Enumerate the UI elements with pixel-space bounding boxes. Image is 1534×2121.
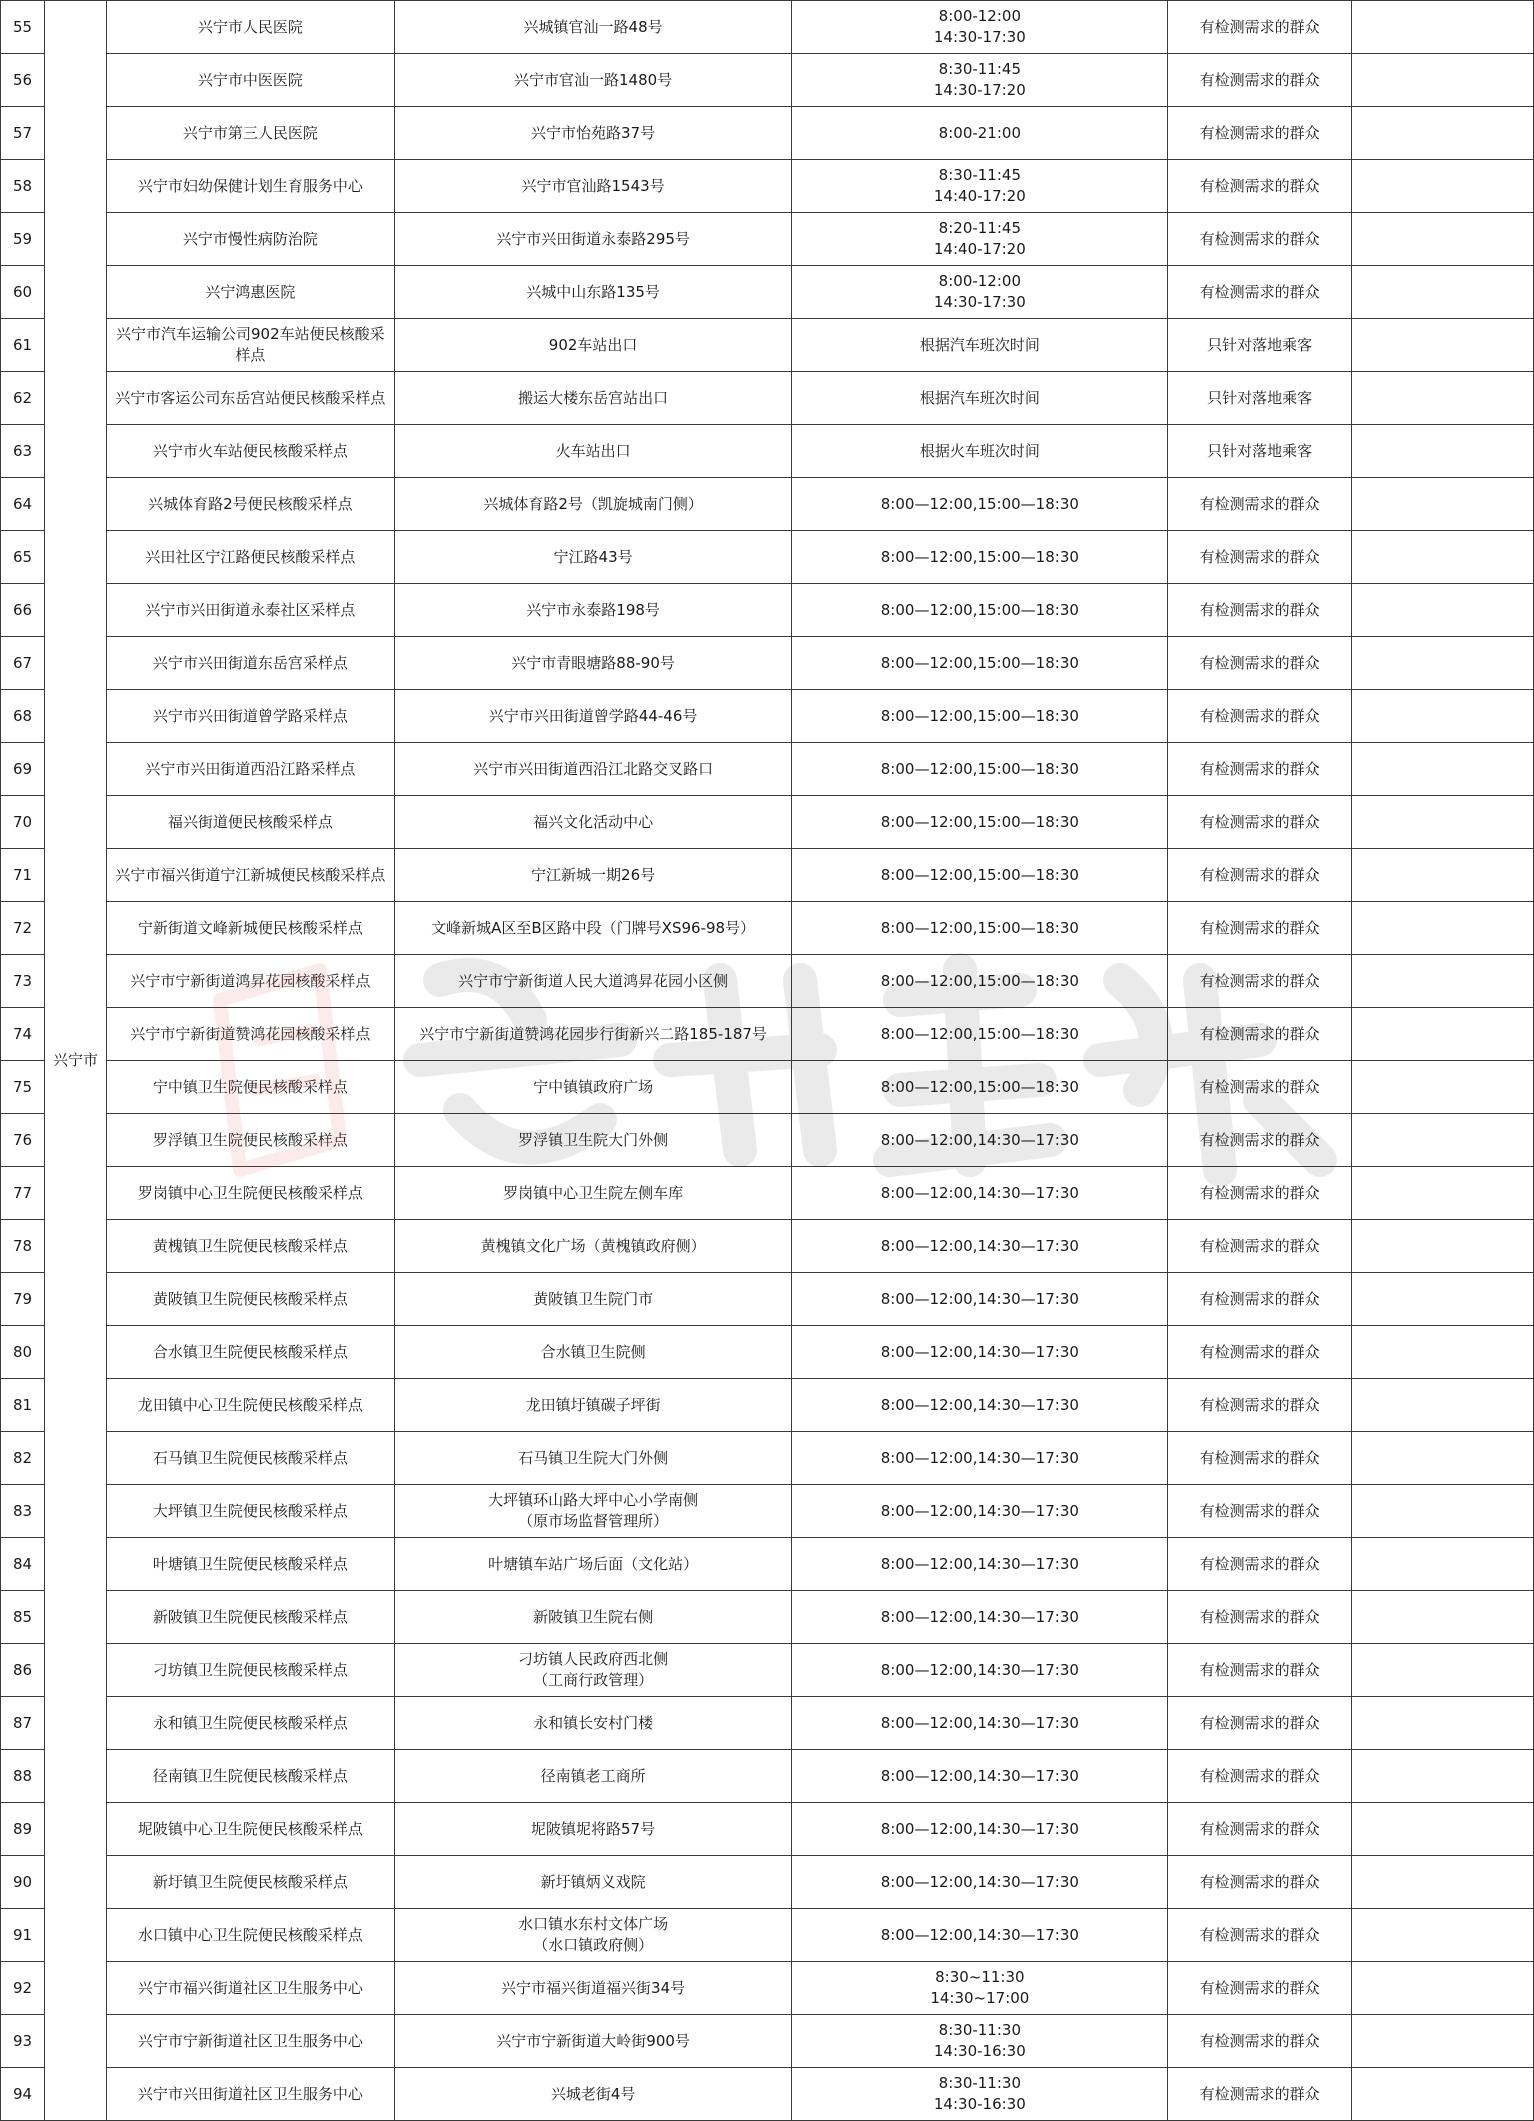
hours-cell: 8:00—12:00,14:30—17:30 — [792, 1432, 1168, 1485]
row-number-cell: 56 — [1, 54, 45, 107]
hours-cell: 8:00—12:00,14:30—17:30 — [792, 1750, 1168, 1803]
address-cell: 宁中镇镇政府广场 — [394, 1061, 792, 1114]
table-row — [1, 1432, 1534, 1485]
empty-cell — [1352, 1008, 1534, 1061]
address-cell: 兴城镇官汕一路48号 — [394, 1, 792, 54]
table-row — [1, 1803, 1534, 1856]
hours-cell: 8:30-11:45 14:40-17:20 — [792, 160, 1168, 213]
address-cell: 兴宁市青眼塘路88-90号 — [394, 637, 792, 690]
row-number-cell: 55 — [1, 1, 45, 54]
site-name-cell: 兴宁市宁新街道赞鸿花园核酸采样点 — [106, 1008, 394, 1061]
empty-cell — [1352, 1167, 1534, 1220]
table-row — [1, 319, 1534, 372]
hours-cell: 根据汽车班次时间 — [792, 319, 1168, 372]
site-name-cell: 石马镇卫生院便民核酸采样点 — [106, 1432, 394, 1485]
hours-cell: 8:00—12:00,15:00—18:30 — [792, 955, 1168, 1008]
site-name-cell: 兴宁市中医医院 — [106, 54, 394, 107]
empty-cell — [1352, 1379, 1534, 1432]
table-row — [1, 107, 1534, 160]
empty-cell — [1352, 2015, 1534, 2068]
row-number-cell: 68 — [1, 690, 45, 743]
empty-cell — [1352, 213, 1534, 266]
table-row — [1, 160, 1534, 213]
row-number-cell: 94 — [1, 2068, 45, 2121]
address-cell: 叶塘镇车站广场后面（文化站） — [394, 1538, 792, 1591]
target-group-cell: 有检测需求的群众 — [1168, 478, 1352, 531]
site-name-cell: 合水镇卫生院便民核酸采样点 — [106, 1326, 394, 1379]
address-cell: 坭陂镇坭将路57号 — [394, 1803, 792, 1856]
table-row — [1, 372, 1534, 425]
table-body — [1, 1, 1534, 2121]
empty-cell — [1352, 955, 1534, 1008]
hours-cell: 8:00—12:00,14:30—17:30 — [792, 1856, 1168, 1909]
row-number-cell: 88 — [1, 1750, 45, 1803]
address-cell: 搬运大楼东岳宫站出口 — [394, 372, 792, 425]
hours-cell: 8:00—12:00,14:30—17:30 — [792, 1114, 1168, 1167]
row-number-cell: 65 — [1, 531, 45, 584]
hours-cell: 8:00—12:00,14:30—17:30 — [792, 1697, 1168, 1750]
empty-cell — [1352, 1220, 1534, 1273]
row-number-cell: 80 — [1, 1326, 45, 1379]
city-cell: 兴宁市 — [44, 1, 106, 2121]
table-row — [1, 902, 1534, 955]
hours-cell: 8:00—12:00,14:30—17:30 — [792, 1591, 1168, 1644]
target-group-cell: 有检测需求的群众 — [1168, 1432, 1352, 1485]
address-cell: 福兴文化活动中心 — [394, 796, 792, 849]
row-number-cell: 74 — [1, 1008, 45, 1061]
table-row — [1, 1379, 1534, 1432]
table-row — [1, 637, 1534, 690]
address-cell: 兴宁市福兴街道福兴街34号 — [394, 1962, 792, 2015]
target-group-cell: 有检测需求的群众 — [1168, 2015, 1352, 2068]
table-row — [1, 849, 1534, 902]
table-row — [1, 1273, 1534, 1326]
empty-cell — [1352, 1, 1534, 54]
empty-cell — [1352, 796, 1534, 849]
table-row — [1, 1856, 1534, 1909]
table-row — [1, 1485, 1534, 1538]
row-number-cell: 71 — [1, 849, 45, 902]
row-number-cell: 81 — [1, 1379, 45, 1432]
hours-cell: 8:00—12:00,14:30—17:30 — [792, 1803, 1168, 1856]
site-name-cell: 兴宁市火车站便民核酸采样点 — [106, 425, 394, 478]
hours-cell: 8:00—12:00,15:00—18:30 — [792, 637, 1168, 690]
site-name-cell: 兴宁市兴田街道西沿江路采样点 — [106, 743, 394, 796]
row-number-cell: 67 — [1, 637, 45, 690]
address-cell: 罗浮镇卫生院大门外侧 — [394, 1114, 792, 1167]
target-group-cell: 有检测需求的群众 — [1168, 2068, 1352, 2121]
hours-cell: 8:00—12:00,15:00—18:30 — [792, 743, 1168, 796]
hours-cell: 8:00—12:00,14:30—17:30 — [792, 1326, 1168, 1379]
empty-cell — [1352, 1432, 1534, 1485]
site-name-cell: 兴宁市福兴街道宁江新城便民核酸采样点 — [106, 849, 394, 902]
target-group-cell: 有检测需求的群众 — [1168, 54, 1352, 107]
address-cell: 兴城老街4号 — [394, 2068, 792, 2121]
hours-cell: 8:00-12:00 14:30-17:30 — [792, 1, 1168, 54]
target-group-cell: 有检测需求的群众 — [1168, 743, 1352, 796]
empty-cell — [1352, 1803, 1534, 1856]
table-row — [1, 1644, 1534, 1697]
site-name-cell: 新陂镇卫生院便民核酸采样点 — [106, 1591, 394, 1644]
site-name-cell: 兴宁市人民医院 — [106, 1, 394, 54]
target-group-cell: 有检测需求的群众 — [1168, 1485, 1352, 1538]
row-number-cell: 59 — [1, 213, 45, 266]
empty-cell — [1352, 107, 1534, 160]
hours-cell: 8:00—12:00,14:30—17:30 — [792, 1644, 1168, 1697]
hours-cell: 8:00—12:00,15:00—18:30 — [792, 902, 1168, 955]
table-row — [1, 1962, 1534, 2015]
target-group-cell: 有检测需求的群众 — [1168, 1167, 1352, 1220]
address-cell: 兴城中山东路135号 — [394, 266, 792, 319]
address-cell: 新陂镇卫生院右侧 — [394, 1591, 792, 1644]
site-name-cell: 黄陂镇卫生院便民核酸采样点 — [106, 1273, 394, 1326]
table-row — [1, 1538, 1534, 1591]
site-name-cell: 刁坊镇卫生院便民核酸采样点 — [106, 1644, 394, 1697]
hours-cell: 8:00—12:00,14:30—17:30 — [792, 1485, 1168, 1538]
table-row — [1, 1326, 1534, 1379]
empty-cell — [1352, 1114, 1534, 1167]
target-group-cell: 有检测需求的群众 — [1168, 1909, 1352, 1962]
address-cell: 合水镇卫生院侧 — [394, 1326, 792, 1379]
empty-cell — [1352, 1644, 1534, 1697]
address-cell: 宁江新城一期26号 — [394, 849, 792, 902]
site-name-cell: 宁中镇卫生院便民核酸采样点 — [106, 1061, 394, 1114]
target-group-cell: 有检测需求的群众 — [1168, 1591, 1352, 1644]
target-group-cell: 有检测需求的群众 — [1168, 796, 1352, 849]
empty-cell — [1352, 584, 1534, 637]
empty-cell — [1352, 372, 1534, 425]
row-number-cell: 85 — [1, 1591, 45, 1644]
site-name-cell: 坭陂镇中心卫生院便民核酸采样点 — [106, 1803, 394, 1856]
site-name-cell: 兴宁市慢性病防治院 — [106, 213, 394, 266]
table-row — [1, 955, 1534, 1008]
site-name-cell: 新圩镇卫生院便民核酸采样点 — [106, 1856, 394, 1909]
hours-cell: 8:00—12:00,15:00—18:30 — [792, 584, 1168, 637]
address-cell: 石马镇卫生院大门外侧 — [394, 1432, 792, 1485]
hours-cell: 8:00—12:00,14:30—17:30 — [792, 1909, 1168, 1962]
target-group-cell: 有检测需求的群众 — [1168, 1379, 1352, 1432]
target-group-cell: 有检测需求的群众 — [1168, 531, 1352, 584]
address-cell: 兴宁市官汕路1543号 — [394, 160, 792, 213]
address-cell: 宁江路43号 — [394, 531, 792, 584]
table-row — [1, 1909, 1534, 1962]
address-cell: 兴城体育路2号（凯旋城南门侧） — [394, 478, 792, 531]
table-row — [1, 1220, 1534, 1273]
row-number-cell: 77 — [1, 1167, 45, 1220]
empty-cell — [1352, 160, 1534, 213]
target-group-cell: 有检测需求的群众 — [1168, 1697, 1352, 1750]
site-name-cell: 兴宁市妇幼保健计划生育服务中心 — [106, 160, 394, 213]
table-row — [1, 584, 1534, 637]
address-cell: 水口镇水东村文体广场 （水口镇政府侧） — [394, 1909, 792, 1962]
empty-cell — [1352, 54, 1534, 107]
target-group-cell: 只针对落地乘客 — [1168, 319, 1352, 372]
target-group-cell: 有检测需求的群众 — [1168, 1326, 1352, 1379]
target-group-cell: 有检测需求的群众 — [1168, 902, 1352, 955]
row-number-cell: 79 — [1, 1273, 45, 1326]
address-cell: 兴宁市官汕一路1480号 — [394, 54, 792, 107]
target-group-cell: 有检测需求的群众 — [1168, 1114, 1352, 1167]
hours-cell: 8:00—12:00,14:30—17:30 — [792, 1220, 1168, 1273]
hours-cell: 8:30-11:30 14:30-16:30 — [792, 2015, 1168, 2068]
site-name-cell: 罗岗镇中心卫生院便民核酸采样点 — [106, 1167, 394, 1220]
target-group-cell: 有检测需求的群众 — [1168, 1273, 1352, 1326]
empty-cell — [1352, 1591, 1534, 1644]
row-number-cell: 57 — [1, 107, 45, 160]
address-cell: 兴宁市宁新街道大岭街900号 — [394, 2015, 792, 2068]
address-cell: 兴宁市永泰路198号 — [394, 584, 792, 637]
hours-cell: 8:00—12:00,15:00—18:30 — [792, 478, 1168, 531]
table-row — [1, 690, 1534, 743]
row-number-cell: 60 — [1, 266, 45, 319]
site-name-cell: 兴宁市福兴街道社区卫生服务中心 — [106, 1962, 394, 2015]
row-number-cell: 82 — [1, 1432, 45, 1485]
hours-cell: 8:00—12:00,15:00—18:30 — [792, 1061, 1168, 1114]
table-row — [1, 2068, 1534, 2121]
empty-cell — [1352, 1538, 1534, 1591]
empty-cell — [1352, 266, 1534, 319]
target-group-cell: 有检测需求的群众 — [1168, 1803, 1352, 1856]
hours-cell: 8:00—12:00,15:00—18:30 — [792, 690, 1168, 743]
empty-cell — [1352, 478, 1534, 531]
site-name-cell: 兴宁市宁新街道社区卫生服务中心 — [106, 2015, 394, 2068]
row-number-cell: 70 — [1, 796, 45, 849]
table-row — [1, 1114, 1534, 1167]
address-cell: 黄陂镇卫生院门市 — [394, 1273, 792, 1326]
target-group-cell: 有检测需求的群众 — [1168, 1856, 1352, 1909]
address-cell: 兴宁市兴田街道西沿江北路交叉路口 — [394, 743, 792, 796]
table-row — [1, 1, 1534, 54]
site-name-cell: 兴田社区宁江路便民核酸采样点 — [106, 531, 394, 584]
table-row — [1, 1591, 1534, 1644]
empty-cell — [1352, 849, 1534, 902]
table-row — [1, 531, 1534, 584]
hours-cell: 8:00—12:00,14:30—17:30 — [792, 1273, 1168, 1326]
hours-cell: 8:30~11:30 14:30~17:00 — [792, 1962, 1168, 2015]
site-name-cell: 黄槐镇卫生院便民核酸采样点 — [106, 1220, 394, 1273]
site-name-cell: 兴宁市兴田街道社区卫生服务中心 — [106, 2068, 394, 2121]
row-number-cell: 93 — [1, 2015, 45, 2068]
table-row — [1, 2015, 1534, 2068]
address-cell: 新圩镇炳义戏院 — [394, 1856, 792, 1909]
site-name-cell: 兴宁市兴田街道永泰社区采样点 — [106, 584, 394, 637]
row-number-cell: 90 — [1, 1856, 45, 1909]
empty-cell — [1352, 690, 1534, 743]
target-group-cell: 有检测需求的群众 — [1168, 1750, 1352, 1803]
site-name-cell: 兴宁鸿惠医院 — [106, 266, 394, 319]
row-number-cell: 63 — [1, 425, 45, 478]
row-number-cell: 84 — [1, 1538, 45, 1591]
empty-cell — [1352, 1856, 1534, 1909]
address-cell: 罗岗镇中心卫生院左侧车库 — [394, 1167, 792, 1220]
target-group-cell: 有检测需求的群众 — [1168, 690, 1352, 743]
table-row — [1, 1697, 1534, 1750]
table-row — [1, 54, 1534, 107]
site-name-cell: 兴城体育路2号便民核酸采样点 — [106, 478, 394, 531]
hours-cell: 根据火车班次时间 — [792, 425, 1168, 478]
row-number-cell: 92 — [1, 1962, 45, 2015]
address-cell: 径南镇老工商所 — [394, 1750, 792, 1803]
target-group-cell: 有检测需求的群众 — [1168, 849, 1352, 902]
target-group-cell: 有检测需求的群众 — [1168, 637, 1352, 690]
address-cell: 兴宁市宁新街道人民大道鸿昇花园小区侧 — [394, 955, 792, 1008]
site-name-cell: 福兴街道便民核酸采样点 — [106, 796, 394, 849]
site-name-cell: 大坪镇卫生院便民核酸采样点 — [106, 1485, 394, 1538]
empty-cell — [1352, 1909, 1534, 1962]
target-group-cell: 有检测需求的群众 — [1168, 1220, 1352, 1273]
table-row — [1, 213, 1534, 266]
hours-cell: 8:20-11:45 14:40-17:20 — [792, 213, 1168, 266]
hours-cell: 8:00—12:00,14:30—17:30 — [792, 1379, 1168, 1432]
table-row — [1, 1167, 1534, 1220]
target-group-cell: 有检测需求的群众 — [1168, 1, 1352, 54]
site-name-cell: 叶塘镇卫生院便民核酸采样点 — [106, 1538, 394, 1591]
address-cell: 兴宁市兴田街道永泰路295号 — [394, 213, 792, 266]
row-number-cell: 75 — [1, 1061, 45, 1114]
row-number-cell: 91 — [1, 1909, 45, 1962]
row-number-cell: 87 — [1, 1697, 45, 1750]
empty-cell — [1352, 1485, 1534, 1538]
hours-cell: 8:30-11:45 14:30-17:20 — [792, 54, 1168, 107]
empty-cell — [1352, 743, 1534, 796]
site-name-cell: 龙田镇中心卫生院便民核酸采样点 — [106, 1379, 394, 1432]
target-group-cell: 有检测需求的群众 — [1168, 955, 1352, 1008]
site-name-cell: 径南镇卫生院便民核酸采样点 — [106, 1750, 394, 1803]
empty-cell — [1352, 531, 1534, 584]
hours-cell: 8:00—12:00,15:00—18:30 — [792, 849, 1168, 902]
site-name-cell: 兴宁市汽车运输公司902车站便民核酸采样点 — [106, 319, 394, 372]
table-row — [1, 1008, 1534, 1061]
table-row — [1, 743, 1534, 796]
address-cell: 兴宁市宁新街道赞鸿花园步行街新兴二路185-187号 — [394, 1008, 792, 1061]
empty-cell — [1352, 1061, 1534, 1114]
table-row — [1, 266, 1534, 319]
row-number-cell: 83 — [1, 1485, 45, 1538]
table-row — [1, 478, 1534, 531]
target-group-cell: 有检测需求的群众 — [1168, 1061, 1352, 1114]
target-group-cell: 有检测需求的群众 — [1168, 1538, 1352, 1591]
hours-cell: 8:00—12:00,14:30—17:30 — [792, 1538, 1168, 1591]
address-cell: 火车站出口 — [394, 425, 792, 478]
empty-cell — [1352, 902, 1534, 955]
hours-cell: 8:00—12:00,15:00—18:30 — [792, 531, 1168, 584]
address-cell: 永和镇长安村门楼 — [394, 1697, 792, 1750]
empty-cell — [1352, 637, 1534, 690]
address-cell: 黄槐镇文化广场（黄槐镇政府侧） — [394, 1220, 792, 1273]
row-number-cell: 72 — [1, 902, 45, 955]
target-group-cell: 有检测需求的群众 — [1168, 213, 1352, 266]
site-name-cell: 宁新街道文峰新城便民核酸采样点 — [106, 902, 394, 955]
empty-cell — [1352, 319, 1534, 372]
site-name-cell: 永和镇卫生院便民核酸采样点 — [106, 1697, 394, 1750]
address-cell: 兴宁市兴田街道曾学路44-46号 — [394, 690, 792, 743]
target-group-cell: 有检测需求的群众 — [1168, 1644, 1352, 1697]
empty-cell — [1352, 425, 1534, 478]
target-group-cell: 只针对落地乘客 — [1168, 425, 1352, 478]
row-number-cell: 73 — [1, 955, 45, 1008]
hours-cell: 8:00-12:00 14:30-17:30 — [792, 266, 1168, 319]
row-number-cell: 62 — [1, 372, 45, 425]
row-number-cell: 66 — [1, 584, 45, 637]
table-row — [1, 1750, 1534, 1803]
site-name-cell: 水口镇中心卫生院便民核酸采样点 — [106, 1909, 394, 1962]
target-group-cell: 有检测需求的群众 — [1168, 1962, 1352, 2015]
table-row — [1, 796, 1534, 849]
hours-cell: 8:30-11:30 14:30-16:30 — [792, 2068, 1168, 2121]
site-name-cell: 罗浮镇卫生院便民核酸采样点 — [106, 1114, 394, 1167]
target-group-cell: 有检测需求的群众 — [1168, 160, 1352, 213]
site-name-cell: 兴宁市宁新街道鸿昇花园核酸采样点 — [106, 955, 394, 1008]
empty-cell — [1352, 1962, 1534, 2015]
site-name-cell: 兴宁市第三人民医院 — [106, 107, 394, 160]
site-name-cell: 兴宁市兴田街道曾学路采样点 — [106, 690, 394, 743]
target-group-cell: 有检测需求的群众 — [1168, 584, 1352, 637]
row-number-cell: 76 — [1, 1114, 45, 1167]
row-number-cell: 78 — [1, 1220, 45, 1273]
empty-cell — [1352, 1697, 1534, 1750]
site-name-cell: 兴宁市兴田街道东岳宫采样点 — [106, 637, 394, 690]
empty-cell — [1352, 1326, 1534, 1379]
row-number-cell: 64 — [1, 478, 45, 531]
target-group-cell: 有检测需求的群众 — [1168, 1008, 1352, 1061]
row-number-cell: 61 — [1, 319, 45, 372]
hours-cell: 8:00—12:00,14:30—17:30 — [792, 1167, 1168, 1220]
target-group-cell: 有检测需求的群众 — [1168, 266, 1352, 319]
hours-cell: 8:00—12:00,15:00—18:30 — [792, 796, 1168, 849]
hours-cell: 根据汽车班次时间 — [792, 372, 1168, 425]
empty-cell — [1352, 2068, 1534, 2121]
empty-cell — [1352, 1273, 1534, 1326]
target-group-cell: 有检测需求的群众 — [1168, 107, 1352, 160]
table-row — [1, 425, 1534, 478]
empty-cell — [1352, 1750, 1534, 1803]
address-cell: 兴宁市怡苑路37号 — [394, 107, 792, 160]
row-number-cell: 89 — [1, 1803, 45, 1856]
address-cell: 文峰新城A区至B区路中段（门牌号XS96-98号） — [394, 902, 792, 955]
address-cell: 902车站出口 — [394, 319, 792, 372]
row-number-cell: 69 — [1, 743, 45, 796]
hours-cell: 8:00-21:00 — [792, 107, 1168, 160]
address-cell: 大坪镇环山路大坪中心小学南侧 （原市场监督管理所） — [394, 1485, 792, 1538]
table-row — [1, 1061, 1534, 1114]
target-group-cell: 只针对落地乘客 — [1168, 372, 1352, 425]
address-cell: 刁坊镇人民政府西北侧 （工商行政管理） — [394, 1644, 792, 1697]
row-number-cell: 86 — [1, 1644, 45, 1697]
address-cell: 龙田镇圩镇碳子坪街 — [394, 1379, 792, 1432]
hours-cell: 8:00—12:00,15:00—18:30 — [792, 1008, 1168, 1061]
row-number-cell: 58 — [1, 160, 45, 213]
site-name-cell: 兴宁市客运公司东岳宫站便民核酸采样点 — [106, 372, 394, 425]
